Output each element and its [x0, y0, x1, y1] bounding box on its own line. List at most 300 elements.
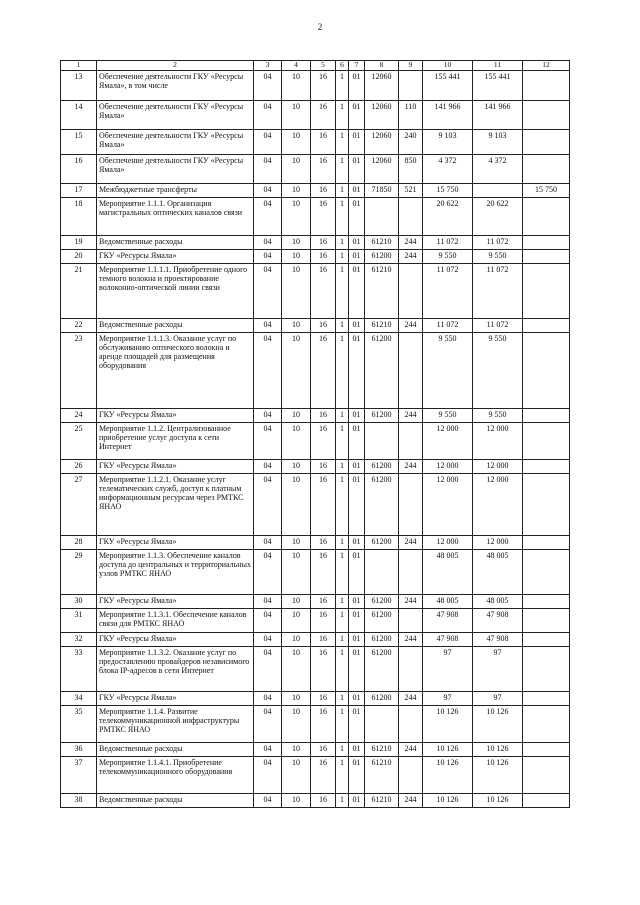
code-5-cell: 16	[311, 742, 336, 756]
code-7-cell: 01	[349, 793, 365, 807]
code-7-cell: 01	[349, 756, 365, 793]
code-9-cell: 244	[399, 249, 423, 263]
code-6-cell: 1	[336, 100, 349, 129]
code-3-cell: 04	[254, 408, 282, 422]
amount-10-cell: 10 126	[423, 705, 473, 742]
code-6-cell: 1	[336, 263, 349, 318]
code-7-cell: 01	[349, 318, 365, 332]
table-row	[61, 691, 570, 705]
code-5-cell: 16	[311, 70, 336, 100]
amount-10-cell: 11 072	[423, 318, 473, 332]
code-9-cell: 244	[399, 535, 423, 549]
code-9-cell	[399, 197, 423, 235]
table-row	[61, 422, 570, 459]
code-6-cell: 1	[336, 459, 349, 473]
amount-10-cell: 10 126	[423, 756, 473, 793]
code-4-cell: 10	[282, 249, 311, 263]
amount-12-cell	[523, 646, 570, 691]
code-4-cell: 10	[282, 263, 311, 318]
description-cell: ГКУ «Ресурсы Ямала»	[97, 632, 254, 646]
code-3-cell: 04	[254, 756, 282, 793]
description-cell: Мероприятие 1.1.4.1. Приобретение телекоммуникационного оборудования	[97, 756, 254, 793]
column-number-12: 12	[523, 61, 570, 71]
table-row	[61, 263, 570, 318]
column-number-9: 9	[399, 61, 423, 71]
amount-12-cell	[523, 473, 570, 535]
code-4-cell: 10	[282, 154, 311, 183]
amount-12-cell	[523, 549, 570, 594]
table-row	[61, 183, 570, 197]
code-5-cell: 16	[311, 235, 336, 249]
column-number-6: 6	[336, 61, 349, 71]
amount-11-cell: 11 072	[473, 318, 523, 332]
code-7-cell: 01	[349, 549, 365, 594]
amount-10-cell: 48 005	[423, 549, 473, 594]
table-row	[61, 459, 570, 473]
amount-10-cell: 11 072	[423, 263, 473, 318]
amount-10-cell: 97	[423, 646, 473, 691]
code-7-cell: 01	[349, 594, 365, 608]
table-row	[61, 100, 570, 129]
code-7-cell: 01	[349, 459, 365, 473]
code-4-cell: 10	[282, 70, 311, 100]
code-9-cell: 244	[399, 632, 423, 646]
code-5-cell: 16	[311, 422, 336, 459]
row-number-cell: 16	[61, 154, 97, 183]
amount-11-cell: 9 103	[473, 129, 523, 154]
description-cell: ГКУ «Ресурсы Ямала»	[97, 249, 254, 263]
description-cell: Мероприятие 1.1.3.2. Оказание услуг по предоставлению провайдеров независимого блока IP-адресов в сети Интернет	[97, 646, 254, 691]
code-7-cell: 01	[349, 183, 365, 197]
code-8-cell	[365, 549, 399, 594]
row-number-cell: 19	[61, 235, 97, 249]
code-8-cell: 61210	[365, 793, 399, 807]
code-4-cell: 10	[282, 691, 311, 705]
code-3-cell: 04	[254, 183, 282, 197]
code-7-cell: 01	[349, 742, 365, 756]
code-9-cell: 244	[399, 235, 423, 249]
budget-table	[60, 60, 570, 808]
code-5-cell: 16	[311, 549, 336, 594]
column-number-11: 11	[473, 61, 523, 71]
table-row	[61, 705, 570, 742]
amount-12-cell	[523, 318, 570, 332]
amount-10-cell: 10 126	[423, 793, 473, 807]
code-6-cell: 1	[336, 318, 349, 332]
description-cell: ГКУ «Ресурсы Ямала»	[97, 594, 254, 608]
code-8-cell: 61200	[365, 249, 399, 263]
table-row	[61, 793, 570, 807]
code-9-cell: 244	[399, 793, 423, 807]
description-cell: Обеспечение деятельности ГКУ «Ресурсы Ямала», в том числе	[97, 70, 254, 100]
description-cell: ГКУ «Ресурсы Ямала»	[97, 535, 254, 549]
row-number-cell: 14	[61, 100, 97, 129]
code-3-cell: 04	[254, 235, 282, 249]
code-7-cell: 01	[349, 100, 365, 129]
amount-10-cell: 9 550	[423, 249, 473, 263]
description-cell: Мероприятие 1.1.4. Развитие телекоммуникационной инфраструктуры РМТКС ЯНАО	[97, 705, 254, 742]
row-number-cell: 37	[61, 756, 97, 793]
code-4-cell: 10	[282, 408, 311, 422]
description-cell: ГКУ «Ресурсы Ямала»	[97, 408, 254, 422]
code-4-cell: 10	[282, 742, 311, 756]
code-9-cell	[399, 756, 423, 793]
table-row	[61, 318, 570, 332]
row-number-cell: 27	[61, 473, 97, 535]
code-3-cell: 04	[254, 318, 282, 332]
column-number-3: 3	[254, 61, 282, 71]
row-number-cell: 15	[61, 129, 97, 154]
code-9-cell: 244	[399, 318, 423, 332]
amount-12-cell	[523, 197, 570, 235]
code-6-cell: 1	[336, 646, 349, 691]
code-5-cell: 16	[311, 608, 336, 632]
amount-12-cell	[523, 249, 570, 263]
code-6-cell: 1	[336, 235, 349, 249]
amount-10-cell: 10 126	[423, 742, 473, 756]
row-number-cell: 25	[61, 422, 97, 459]
code-6-cell: 1	[336, 705, 349, 742]
amount-11-cell: 48 005	[473, 594, 523, 608]
code-7-cell: 01	[349, 408, 365, 422]
amount-10-cell: 97	[423, 691, 473, 705]
amount-12-cell	[523, 129, 570, 154]
code-7-cell: 01	[349, 263, 365, 318]
code-8-cell: 61200	[365, 459, 399, 473]
code-4-cell: 10	[282, 646, 311, 691]
code-3-cell: 04	[254, 535, 282, 549]
code-6-cell: 1	[336, 183, 349, 197]
code-9-cell: 850	[399, 154, 423, 183]
table-row	[61, 129, 570, 154]
amount-11-cell: 12 000	[473, 473, 523, 535]
amount-10-cell: 155 441	[423, 70, 473, 100]
code-6-cell: 1	[336, 756, 349, 793]
amount-10-cell: 20 622	[423, 197, 473, 235]
code-9-cell: 244	[399, 459, 423, 473]
code-8-cell: 12060	[365, 70, 399, 100]
amount-12-cell	[523, 594, 570, 608]
table-row	[61, 473, 570, 535]
code-9-cell	[399, 705, 423, 742]
table-row	[61, 235, 570, 249]
table-row	[61, 154, 570, 183]
amount-10-cell: 11 072	[423, 235, 473, 249]
code-4-cell: 10	[282, 197, 311, 235]
row-number-cell: 24	[61, 408, 97, 422]
amount-12-cell	[523, 154, 570, 183]
code-3-cell: 04	[254, 549, 282, 594]
amount-12-cell	[523, 691, 570, 705]
code-4-cell: 10	[282, 608, 311, 632]
code-5-cell: 16	[311, 705, 336, 742]
row-number-cell: 28	[61, 535, 97, 549]
table-body	[61, 70, 570, 807]
code-5-cell: 16	[311, 459, 336, 473]
description-cell: Обеспечение деятельности ГКУ «Ресурсы Ямала»	[97, 129, 254, 154]
amount-10-cell: 12 000	[423, 473, 473, 535]
table-row	[61, 332, 570, 408]
code-9-cell	[399, 332, 423, 408]
amount-12-cell	[523, 422, 570, 459]
code-4-cell: 10	[282, 183, 311, 197]
amount-10-cell: 9 550	[423, 332, 473, 408]
amount-10-cell: 12 000	[423, 422, 473, 459]
row-number-cell: 30	[61, 594, 97, 608]
amount-12-cell	[523, 100, 570, 129]
code-7-cell: 01	[349, 608, 365, 632]
code-4-cell: 10	[282, 129, 311, 154]
description-cell: ГКУ «Ресурсы Ямала»	[97, 459, 254, 473]
code-9-cell	[399, 608, 423, 632]
amount-10-cell: 4 372	[423, 154, 473, 183]
code-6-cell: 1	[336, 742, 349, 756]
row-number-cell: 32	[61, 632, 97, 646]
row-number-cell: 17	[61, 183, 97, 197]
code-6-cell: 1	[336, 197, 349, 235]
row-number-cell: 26	[61, 459, 97, 473]
column-number-10: 10	[423, 61, 473, 71]
amount-11-cell: 9 550	[473, 408, 523, 422]
row-number-cell: 22	[61, 318, 97, 332]
table-row	[61, 756, 570, 793]
code-3-cell: 04	[254, 705, 282, 742]
row-number-cell: 35	[61, 705, 97, 742]
code-6-cell: 1	[336, 473, 349, 535]
code-5-cell: 16	[311, 756, 336, 793]
code-6-cell: 1	[336, 70, 349, 100]
amount-10-cell: 12 000	[423, 535, 473, 549]
code-7-cell: 01	[349, 332, 365, 408]
code-3-cell: 04	[254, 459, 282, 473]
column-number-5: 5	[311, 61, 336, 71]
code-3-cell: 04	[254, 473, 282, 535]
amount-11-cell: 9 550	[473, 332, 523, 408]
amount-12-cell	[523, 263, 570, 318]
description-cell: Обеспечение деятельности ГКУ «Ресурсы Ямала»	[97, 100, 254, 129]
amount-11-cell: 10 126	[473, 742, 523, 756]
description-cell: Мероприятие 1.1.2.1. Оказание услуг телематических служб, доступ к платным информационным ресурсам через РМТКС ЯНАО	[97, 473, 254, 535]
amount-12-cell	[523, 535, 570, 549]
code-9-cell: 244	[399, 594, 423, 608]
code-6-cell: 1	[336, 154, 349, 183]
amount-12-cell	[523, 235, 570, 249]
code-7-cell: 01	[349, 705, 365, 742]
amount-10-cell: 48 005	[423, 594, 473, 608]
code-3-cell: 04	[254, 70, 282, 100]
amount-10-cell: 47 908	[423, 632, 473, 646]
amount-11-cell: 10 126	[473, 756, 523, 793]
code-5-cell: 16	[311, 594, 336, 608]
code-6-cell: 1	[336, 594, 349, 608]
description-cell: Мероприятие 1.1.1. Организация магистральных оптических каналов связи	[97, 197, 254, 235]
code-8-cell: 61200	[365, 691, 399, 705]
code-6-cell: 1	[336, 129, 349, 154]
amount-11-cell: 10 126	[473, 793, 523, 807]
code-5-cell: 16	[311, 154, 336, 183]
amount-10-cell: 9 550	[423, 408, 473, 422]
amount-11-cell: 11 072	[473, 263, 523, 318]
code-5-cell: 16	[311, 100, 336, 129]
code-6-cell: 1	[336, 332, 349, 408]
column-number-2: 2	[97, 61, 254, 71]
code-3-cell: 04	[254, 263, 282, 318]
table-row	[61, 632, 570, 646]
amount-10-cell: 15 750	[423, 183, 473, 197]
code-9-cell	[399, 473, 423, 535]
code-8-cell	[365, 197, 399, 235]
code-8-cell: 61210	[365, 756, 399, 793]
code-8-cell: 61210	[365, 263, 399, 318]
column-number-1: 1	[61, 61, 97, 71]
code-4-cell: 10	[282, 705, 311, 742]
code-3-cell: 04	[254, 793, 282, 807]
column-number-7: 7	[349, 61, 365, 71]
code-9-cell	[399, 263, 423, 318]
amount-12-cell	[523, 459, 570, 473]
code-8-cell: 61210	[365, 235, 399, 249]
description-cell: Ведомственные расходы	[97, 742, 254, 756]
code-5-cell: 16	[311, 646, 336, 691]
amount-12-cell	[523, 70, 570, 100]
table-row	[61, 408, 570, 422]
amount-10-cell: 47 908	[423, 608, 473, 632]
row-number-cell: 23	[61, 332, 97, 408]
code-3-cell: 04	[254, 249, 282, 263]
row-number-cell: 20	[61, 249, 97, 263]
code-5-cell: 16	[311, 691, 336, 705]
amount-11-cell: 47 908	[473, 632, 523, 646]
amount-12-cell	[523, 793, 570, 807]
code-9-cell	[399, 549, 423, 594]
code-7-cell: 01	[349, 535, 365, 549]
row-number-cell: 29	[61, 549, 97, 594]
table-row	[61, 197, 570, 235]
row-number-cell: 31	[61, 608, 97, 632]
row-number-cell: 18	[61, 197, 97, 235]
code-6-cell: 1	[336, 691, 349, 705]
amount-11-cell: 141 966	[473, 100, 523, 129]
code-4-cell: 10	[282, 332, 311, 408]
description-cell: Ведомственные расходы	[97, 318, 254, 332]
code-8-cell: 61200	[365, 646, 399, 691]
code-5-cell: 16	[311, 535, 336, 549]
code-3-cell: 04	[254, 422, 282, 459]
code-9-cell: 244	[399, 408, 423, 422]
amount-12-cell	[523, 408, 570, 422]
code-4-cell: 10	[282, 594, 311, 608]
code-5-cell: 16	[311, 129, 336, 154]
amount-12-cell	[523, 608, 570, 632]
description-cell: Мероприятие 1.1.3.1. Обеспечение каналов связи для РМТКС ЯНАО	[97, 608, 254, 632]
row-number-cell: 13	[61, 70, 97, 100]
code-7-cell: 01	[349, 129, 365, 154]
code-5-cell: 16	[311, 793, 336, 807]
column-number-header	[61, 61, 570, 71]
amount-11-cell: 12 000	[473, 422, 523, 459]
code-7-cell: 01	[349, 632, 365, 646]
code-8-cell: 61200	[365, 408, 399, 422]
table-row	[61, 594, 570, 608]
table-row	[61, 742, 570, 756]
row-number-cell: 34	[61, 691, 97, 705]
code-9-cell	[399, 70, 423, 100]
code-8-cell: 12060	[365, 100, 399, 129]
code-3-cell: 04	[254, 594, 282, 608]
code-8-cell: 61200	[365, 473, 399, 535]
table-row	[61, 249, 570, 263]
code-4-cell: 10	[282, 632, 311, 646]
amount-11-cell: 4 372	[473, 154, 523, 183]
code-3-cell: 04	[254, 691, 282, 705]
amount-10-cell: 9 103	[423, 129, 473, 154]
amount-12-cell	[523, 756, 570, 793]
amount-11-cell: 11 072	[473, 235, 523, 249]
code-8-cell: 12060	[365, 129, 399, 154]
amount-11-cell: 47 908	[473, 608, 523, 632]
code-7-cell: 01	[349, 646, 365, 691]
table-row	[61, 70, 570, 100]
table-row	[61, 535, 570, 549]
amount-10-cell: 12 000	[423, 459, 473, 473]
description-cell: Мероприятие 1.1.1.3. Оказание услуг по обслуживанию оптического волокна и аренде площадей для размещения оборудования	[97, 332, 254, 408]
code-8-cell: 71850	[365, 183, 399, 197]
code-6-cell: 1	[336, 549, 349, 594]
code-9-cell	[399, 422, 423, 459]
code-4-cell: 10	[282, 549, 311, 594]
code-5-cell: 16	[311, 332, 336, 408]
amount-11-cell: 97	[473, 691, 523, 705]
code-4-cell: 10	[282, 756, 311, 793]
code-3-cell: 04	[254, 608, 282, 632]
description-cell: Мероприятие 1.1.1.1. Приобретение одного темного волокна и проектирование волоконно-оптической линии связи	[97, 263, 254, 318]
code-8-cell: 61200	[365, 594, 399, 608]
table-row	[61, 549, 570, 594]
row-number-cell: 33	[61, 646, 97, 691]
code-3-cell: 04	[254, 197, 282, 235]
description-cell: ГКУ «Ресурсы Ямала»	[97, 691, 254, 705]
code-9-cell: 110	[399, 100, 423, 129]
amount-11-cell: 155 441	[473, 70, 523, 100]
code-3-cell: 04	[254, 129, 282, 154]
code-8-cell: 61200	[365, 608, 399, 632]
code-6-cell: 1	[336, 793, 349, 807]
code-8-cell	[365, 705, 399, 742]
code-4-cell: 10	[282, 422, 311, 459]
amount-12-cell	[523, 332, 570, 408]
code-8-cell: 12060	[365, 154, 399, 183]
code-4-cell: 10	[282, 100, 311, 129]
code-8-cell: 61200	[365, 332, 399, 408]
code-5-cell: 16	[311, 408, 336, 422]
amount-12-cell: 15 750	[523, 183, 570, 197]
code-5-cell: 16	[311, 632, 336, 646]
amount-12-cell	[523, 705, 570, 742]
code-6-cell: 1	[336, 408, 349, 422]
code-9-cell: 244	[399, 742, 423, 756]
amount-12-cell	[523, 742, 570, 756]
code-5-cell: 16	[311, 473, 336, 535]
code-6-cell: 1	[336, 608, 349, 632]
code-7-cell: 01	[349, 197, 365, 235]
description-cell: Ведомственные расходы	[97, 793, 254, 807]
amount-11-cell: 12 000	[473, 535, 523, 549]
description-cell: Мероприятие 1.1.2. Централизованное приобретение услуг доступа к сети Интернет	[97, 422, 254, 459]
code-5-cell: 16	[311, 197, 336, 235]
code-8-cell: 61200	[365, 632, 399, 646]
code-3-cell: 04	[254, 646, 282, 691]
table-row	[61, 608, 570, 632]
